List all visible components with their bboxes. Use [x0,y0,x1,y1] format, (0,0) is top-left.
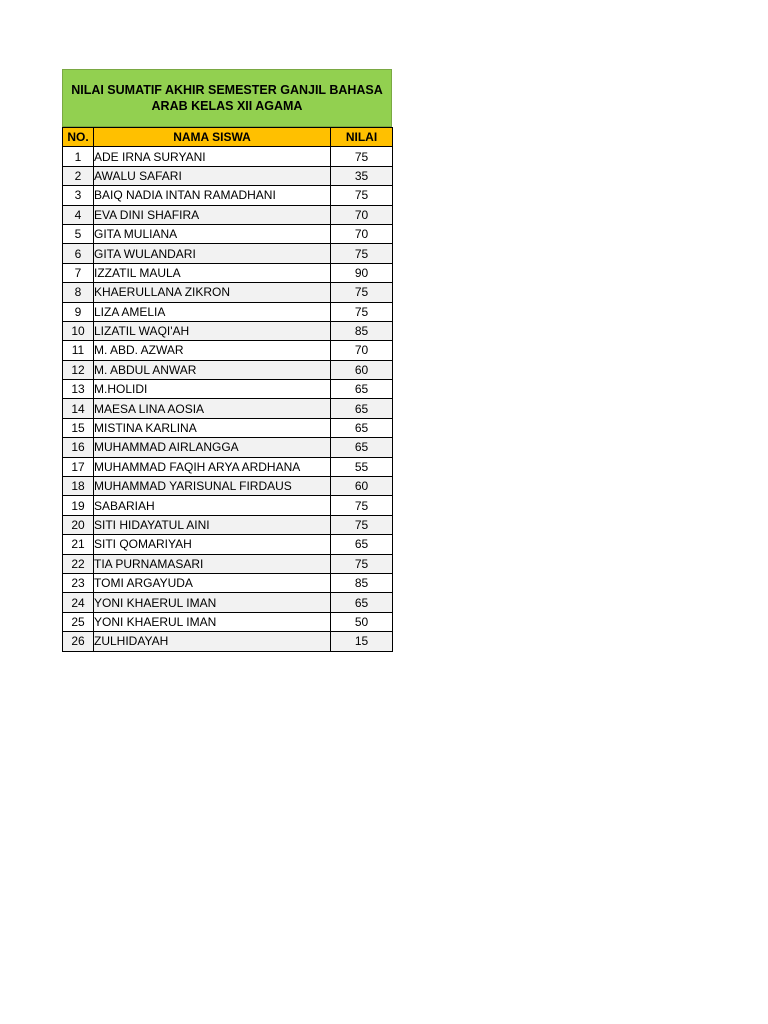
student-name-cell: BAIQ NADIA INTAN RAMADHANI [94,186,331,205]
table-row [63,166,393,185]
row-number-cell: 24 [63,593,94,612]
grade-cell: 75 [331,186,393,205]
table-row [63,535,393,554]
table-row [63,418,393,437]
table-row [63,612,393,631]
row-number-cell: 13 [63,380,94,399]
row-number-cell: 7 [63,263,94,282]
grades-table [62,127,393,652]
grade-cell: 75 [331,147,393,166]
table-row [63,283,393,302]
student-name-cell: GITA MULIANA [94,224,331,243]
table-row [63,147,393,166]
row-number-cell: 8 [63,283,94,302]
grade-cell: 85 [331,321,393,340]
student-name-cell: M. ABDUL ANWAR [94,360,331,379]
row-number-cell: 22 [63,554,94,573]
grade-cell: 75 [331,496,393,515]
table-row [63,380,393,399]
row-number-cell: 1 [63,147,94,166]
student-name-cell: GITA WULANDARI [94,244,331,263]
row-number-cell: 25 [63,612,94,631]
table-row [63,515,393,534]
student-name-cell: AWALU SAFARI [94,166,331,185]
row-number-cell: 9 [63,302,94,321]
row-number-cell: 12 [63,360,94,379]
student-name-cell: LIZATIL WAQI'AH [94,321,331,340]
table-row [63,224,393,243]
student-name-cell: LIZA AMELIA [94,302,331,321]
grade-cell: 75 [331,302,393,321]
table-row [63,399,393,418]
row-number-cell: 21 [63,535,94,554]
table-row [63,244,393,263]
row-number-cell: 15 [63,418,94,437]
row-number-cell: 4 [63,205,94,224]
student-name-cell: SITI QOMARIYAH [94,535,331,554]
grade-cell: 75 [331,515,393,534]
table-row [63,438,393,457]
grade-cell: 85 [331,573,393,592]
student-name-cell: M.HOLIDI [94,380,331,399]
table-row [63,457,393,476]
grade-cell: 60 [331,360,393,379]
grade-cell: 15 [331,632,393,651]
student-name-cell: TOMI ARGAYUDA [94,573,331,592]
row-number-cell: 6 [63,244,94,263]
grade-cell: 70 [331,341,393,360]
student-name-cell: IZZATIL MAULA [94,263,331,282]
student-name-cell: ADE IRNA SURYANI [94,147,331,166]
grade-cell: 75 [331,283,393,302]
grade-cell: 55 [331,457,393,476]
student-name-cell: YONI KHAERUL IMAN [94,593,331,612]
table-row [63,360,393,379]
grade-cell: 70 [331,205,393,224]
row-number-cell: 3 [63,186,94,205]
row-number-cell: 5 [63,224,94,243]
grade-sheet [62,69,392,652]
table-row [63,341,393,360]
table-row [63,496,393,515]
row-number-cell: 10 [63,321,94,340]
grade-cell: 75 [331,554,393,573]
student-name-cell: EVA DINI SHAFIRA [94,205,331,224]
sheet-title: NILAI SUMATIF AKHIR SEMESTER GANJIL BAHASA ARAB KELAS XII AGAMA [62,69,392,127]
row-number-cell: 18 [63,477,94,496]
grade-cell: 70 [331,224,393,243]
row-number-cell: 17 [63,457,94,476]
student-name-cell: ZULHIDAYAH [94,632,331,651]
table-row [63,263,393,282]
grade-cell: 60 [331,477,393,496]
student-name-cell: MISTINA KARLINA [94,418,331,437]
table-body [63,147,393,651]
grade-cell: 65 [331,535,393,554]
table-row [63,186,393,205]
row-number-cell: 16 [63,438,94,457]
table-row [63,593,393,612]
student-name-cell: MAESA LINA AOSIA [94,399,331,418]
column-header-no: NO. [63,128,94,147]
table-row [63,205,393,224]
table-row [63,477,393,496]
row-number-cell: 23 [63,573,94,592]
grade-cell: 90 [331,263,393,282]
row-number-cell: 14 [63,399,94,418]
student-name-cell: SABARIAH [94,496,331,515]
student-name-cell: KHAERULLANA ZIKRON [94,283,331,302]
grade-cell: 65 [331,418,393,437]
grade-cell: 65 [331,380,393,399]
row-number-cell: 19 [63,496,94,515]
student-name-cell: MUHAMMAD YARISUNAL FIRDAUS [94,477,331,496]
row-number-cell: 11 [63,341,94,360]
student-name-cell: SITI HIDAYATUL AINI [94,515,331,534]
row-number-cell: 20 [63,515,94,534]
table-header-row [63,128,393,147]
student-name-cell: M. ABD. AZWAR [94,341,331,360]
grade-cell: 65 [331,593,393,612]
table-row [63,573,393,592]
grade-cell: 50 [331,612,393,631]
column-header-nilai: NILAI [331,128,393,147]
table-row [63,632,393,651]
grade-cell: 65 [331,438,393,457]
grade-cell: 35 [331,166,393,185]
table-row [63,554,393,573]
column-header-name: NAMA SISWA [94,128,331,147]
grade-cell: 75 [331,244,393,263]
grade-cell: 65 [331,399,393,418]
student-name-cell: MUHAMMAD AIRLANGGA [94,438,331,457]
row-number-cell: 26 [63,632,94,651]
student-name-cell: TIA PURNAMASARI [94,554,331,573]
student-name-cell: MUHAMMAD FAQIH ARYA ARDHANA [94,457,331,476]
student-name-cell: YONI KHAERUL IMAN [94,612,331,631]
table-row [63,321,393,340]
row-number-cell: 2 [63,166,94,185]
table-row [63,302,393,321]
